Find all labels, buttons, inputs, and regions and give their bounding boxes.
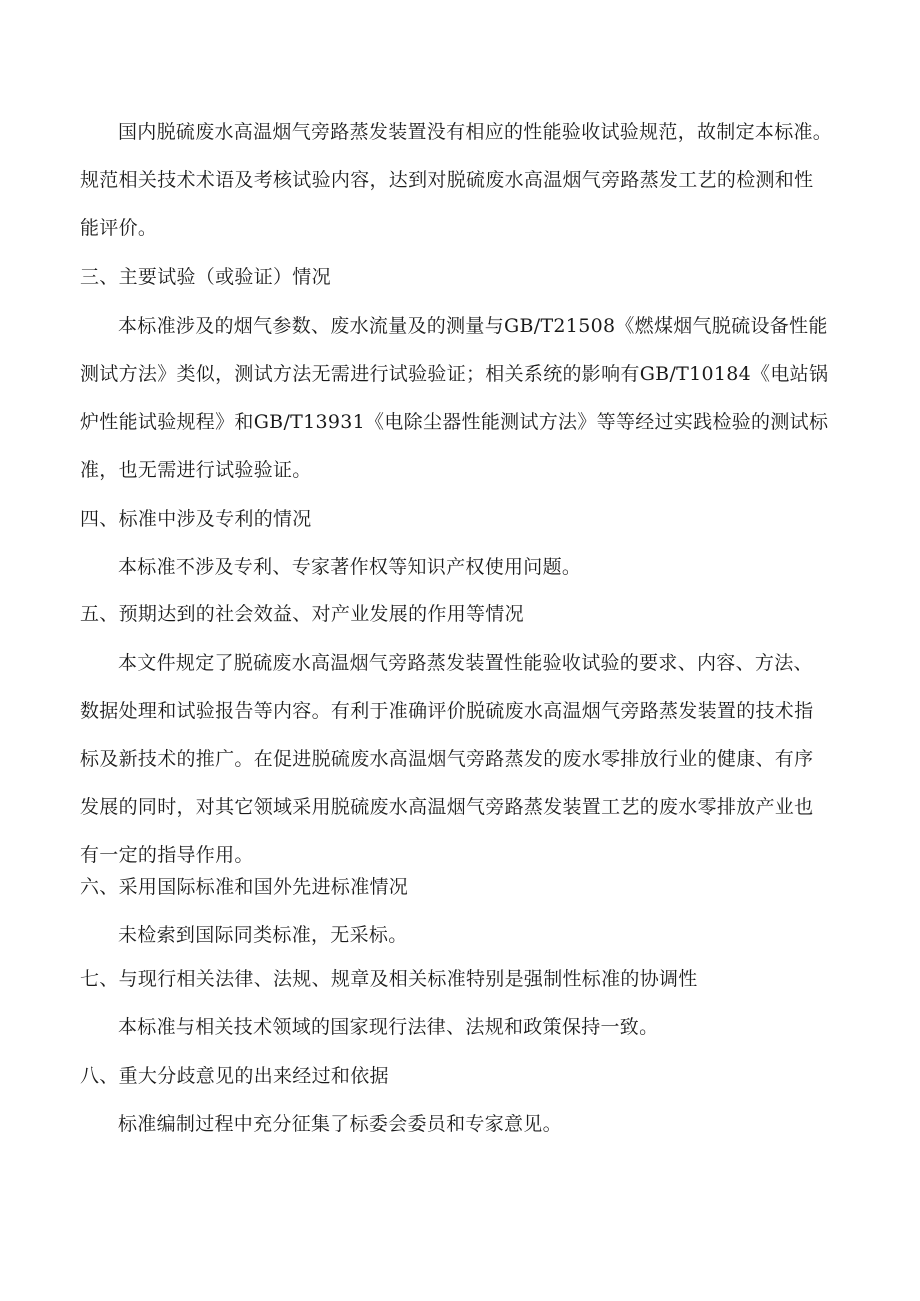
section-3-line-3: 炉性能试验规程》和GB/T13931《电除尘器性能测试方法》等等经过实践检验的测试标 [80, 411, 829, 433]
section-8-line-1: 标准编制过程中充分征集了标委会委员和专家意见。 [118, 1113, 562, 1135]
section-6-heading: 六、采用国际标准和国外先进标准情况 [80, 876, 409, 898]
section-7-line-1: 本标准与相关技术领域的国家现行法律、法规和政策保持一致。 [118, 1016, 659, 1038]
section-5-line-3: 标及新技术的推广。在促进脱硫废水高温烟气旁路蒸发的废水零排放行业的健康、有序 [80, 748, 814, 770]
section-7-heading: 七、与现行相关法律、法规、规章及相关标准特别是强制性标准的协调性 [80, 968, 698, 990]
section-3-line-1: 本标准涉及的烟气参数、废水流量及的测量与GB/T21508《燃煤烟气脱硫设备性能 [118, 315, 828, 337]
section-4-heading: 四、标准中涉及专利的情况 [80, 508, 312, 530]
section-3-line-4: 准，也无需进行试验验证。 [80, 459, 312, 481]
section-5-heading: 五、预期达到的社会效益、对产业发展的作用等情况 [80, 603, 524, 625]
section-5-line-4: 发展的同时，对其它领域采用脱硫废水高温烟气旁路蒸发装置工艺的废水零排放产业也 [80, 796, 814, 818]
intro-line-3: 能评价。 [80, 217, 158, 239]
section-8-heading: 八、重大分歧意见的出来经过和依据 [80, 1065, 389, 1087]
section-5-line-1: 本文件规定了脱硫废水高温烟气旁路蒸发装置性能验收试验的要求、内容、方法、 [118, 652, 813, 674]
section-3-heading: 三、主要试验（或验证）情况 [80, 266, 331, 288]
section-3-line-2: 测试方法》类似，测试方法无需进行试验验证；相关系统的影响有GB/T10184《电站锅 [80, 363, 829, 385]
section-6-line-1: 未检索到国际同类标准，无采标。 [118, 924, 408, 946]
section-5-line-5: 有一定的指导作用。 [80, 844, 254, 866]
section-4-line-1: 本标准不涉及专利、专家著作权等知识产权使用问题。 [118, 556, 582, 578]
intro-line-2: 规范相关技术术语及考核试验内容，达到对脱硫废水高温烟气旁路蒸发工艺的检测和性 [80, 169, 814, 191]
section-5-line-2: 数据处理和试验报告等内容。有利于准确评价脱硫废水高温烟气旁路蒸发装置的技术指 [80, 700, 814, 722]
intro-line-1: 国内脱硫废水高温烟气旁路蒸发装置没有相应的性能验收试验规范，故制定本标准。 [118, 121, 833, 143]
